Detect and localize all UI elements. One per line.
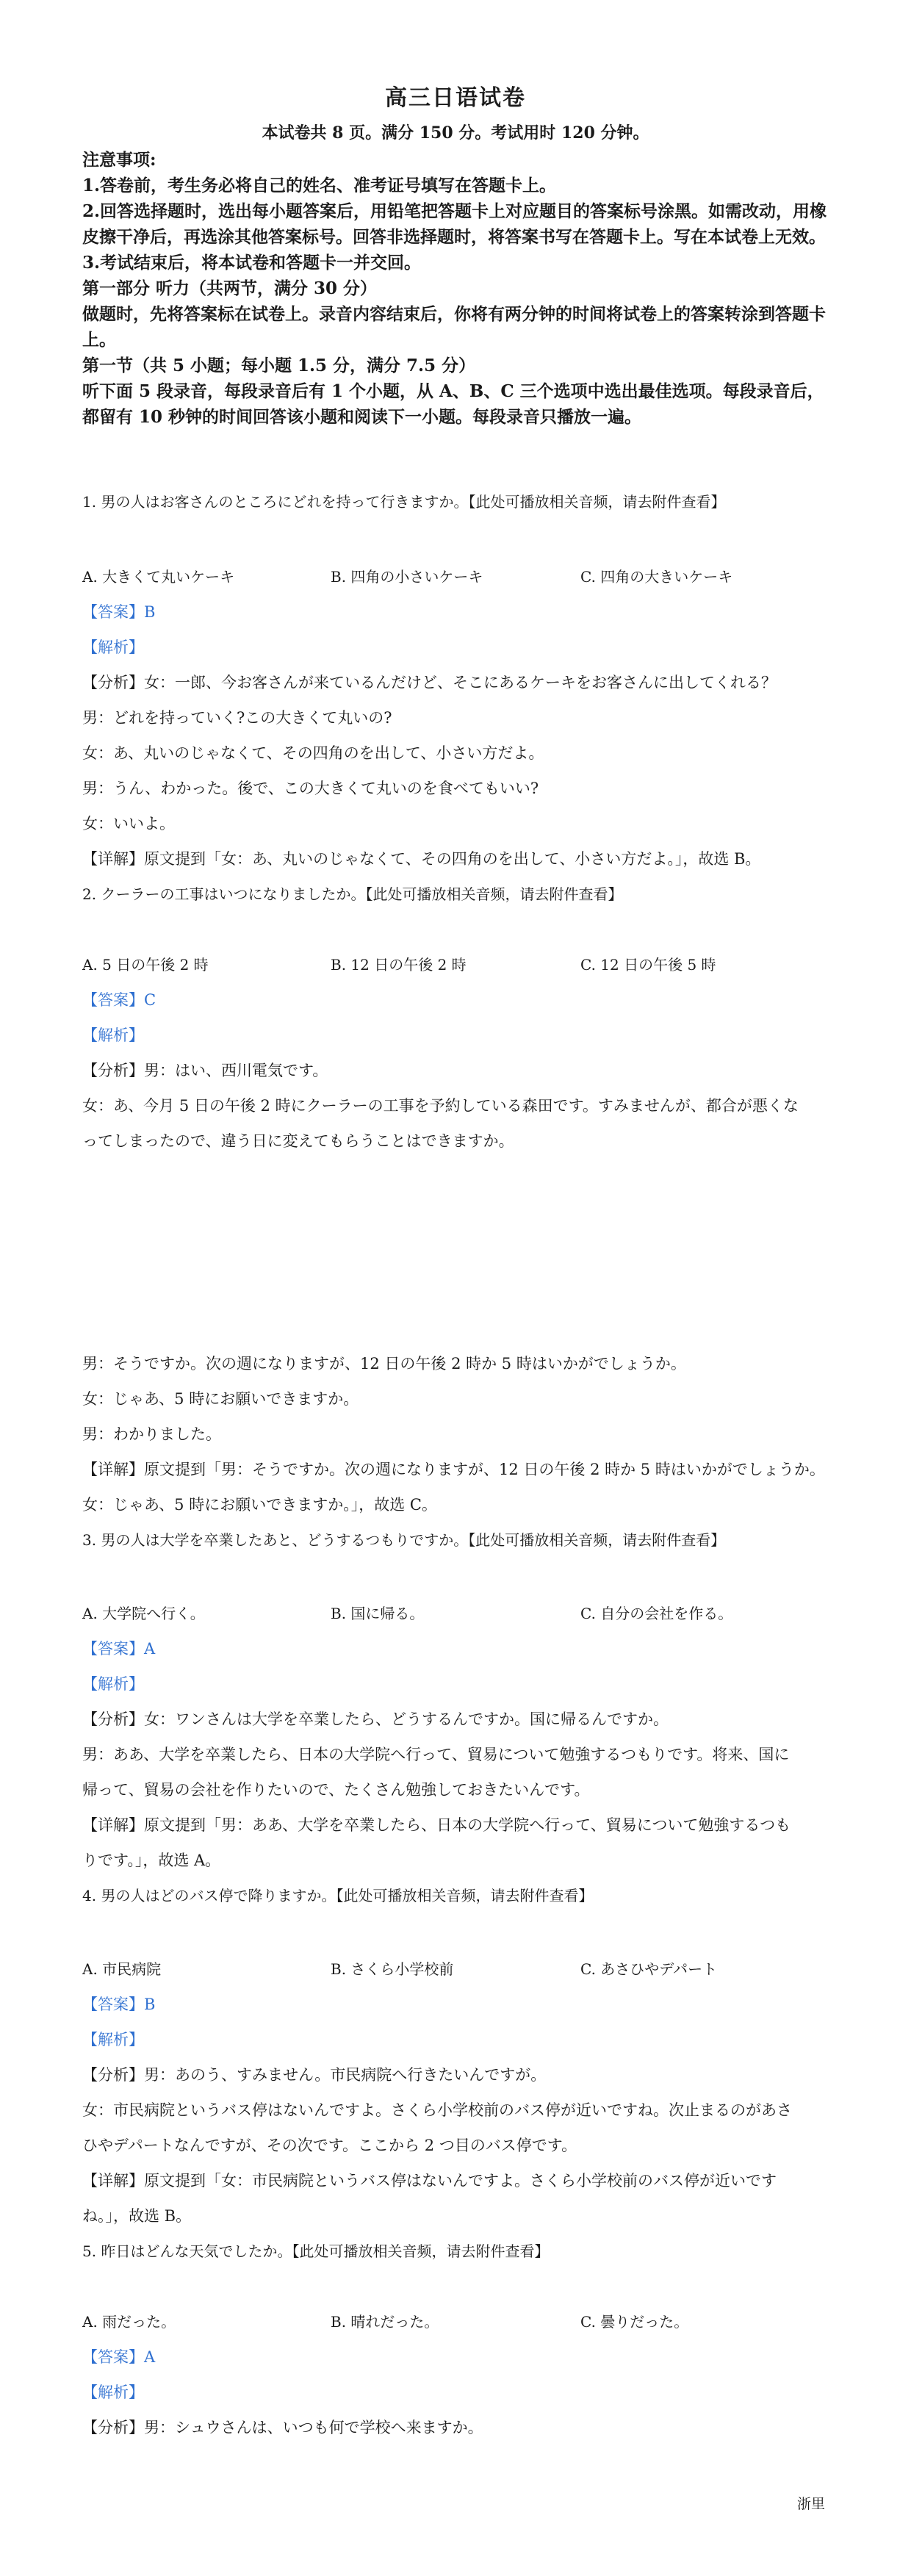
q3-line: 【分析】女：ワンさんは大学を卒業したら、どうするんですか。国に帰るんですか。 bbox=[82, 1710, 669, 1728]
q4-analysis-label: 【解析】 bbox=[82, 2031, 144, 2048]
q3-answer: 【答案】A bbox=[82, 1640, 156, 1658]
q4-line: 女：市民病院というバス停はないんですよ。さくら小学校前のバス停が近いですね。次止まるのがあさ bbox=[82, 2101, 792, 2119]
q2-option-c: C. 12 日の午後 5 時 bbox=[580, 956, 716, 974]
q2-line: 男：わかりました。 bbox=[82, 1425, 221, 1443]
page-title: 高三日语试卷 bbox=[385, 85, 526, 111]
q2-line: 【分析】男：はい、西川電気です。 bbox=[82, 1062, 328, 1079]
q1-analysis-label: 【解析】 bbox=[82, 638, 144, 656]
q5-analysis-label: 【解析】 bbox=[82, 2383, 144, 2401]
question-1: 1. 男の人はお客さんのところにどれを持って行きますか。【此处可播放相关音频，请去附件查看】 bbox=[82, 493, 726, 511]
q4-option-b: B. さくら小学校前 bbox=[331, 1960, 454, 1978]
section-instruction: 做题时，先将答案标在试卷上。录音内容结束后，你将有两分钟的时间将试卷上的答案转涂到答题卡上。 bbox=[82, 304, 826, 350]
q5-option-c: C. 曇りだった。 bbox=[580, 2313, 689, 2331]
question-3: 3. 男の人は大学を卒業したあと、どうするつもりですか。【此处可播放相关音频，请去附件查看】 bbox=[82, 1531, 726, 1549]
q3-analysis-label: 【解析】 bbox=[82, 1675, 144, 1693]
instructions bbox=[82, 147, 832, 430]
q1-option-c: C. 四角の大きいケーキ bbox=[580, 568, 733, 586]
q5-line: 【分析】男：シュウさんは、いつも何で学校へ来ますか。 bbox=[82, 2419, 483, 2436]
q4-line: ひやデパートなんですが、その次です。ここから 2 つ目のバス停です。 bbox=[82, 2137, 577, 2154]
instruction-item: 2.回答选择题时，选出每小题答案后，用铅笔把答题卡上对应题目的答案标号涂黑。如需改动，用橡皮擦干净后，再选涂其他答案标号。回答非选择题时，将答案书写在答题卡上。写在本试卷上无效。 bbox=[82, 201, 827, 247]
q1-line: 男：どれを持っていく?この大きくて丸いの? bbox=[82, 709, 392, 727]
q1-detail: 【详解】原文提到「女：あ、丸いのじゃなくて、その四角のを出して、小さい方だよ。」，故选 B。 bbox=[82, 850, 761, 868]
question-2: 2. クーラーの工事はいつになりましたか。【此处可播放相关音频，请去附件查看】 bbox=[82, 885, 623, 903]
q1-line: 男：うん、わかった。後で、この大きくて丸いのを食べてもいい? bbox=[82, 780, 539, 797]
q3-line: 帰って、貿易の会社を作りたいので、たくさん勉強しておきたいんです。 bbox=[82, 1781, 590, 1799]
q4-option-a: A. 市民病院 bbox=[82, 1960, 162, 1978]
instructions-heading: 注意事项: bbox=[82, 150, 156, 170]
q3-option-a: A. 大学院へ行く。 bbox=[82, 1605, 205, 1622]
q2-line: 女：あ、今月 5 日の午後 2 時にクーラーの工事を予約している森田です。すみませんが、都合が悪くな bbox=[82, 1097, 799, 1115]
q2-line: ってしまったので、違う日に変えてもらうことはできますか。 bbox=[82, 1132, 514, 1150]
q4-answer: 【答案】B bbox=[82, 1996, 156, 2013]
exam-info: 本试卷共 8 页。满分 150 分。考试用时 120 分钟。 bbox=[262, 123, 649, 143]
q3-option-c: C. 自分の会社を作る。 bbox=[580, 1605, 733, 1622]
q2-option-a: A. 5 日の午後 2 時 bbox=[82, 956, 209, 974]
instruction-item: 3.考试结束后，将本试卷和答题卡一并交回。 bbox=[82, 253, 422, 273]
q1-line: 女：あ、丸いのじゃなくて、その四角のを出して、小さい方だよ。 bbox=[82, 744, 544, 762]
question-5: 5. 昨日はどんな天気でしたか。【此处可播放相关音频，请去附件查看】 bbox=[82, 2242, 550, 2260]
q4-detail: ね。」，故选 B。 bbox=[82, 2207, 192, 2225]
q1-line: 女：いいよ。 bbox=[82, 815, 175, 832]
q2-line: 男：そうですか。次の週になりますが、12 日の午後 2 時か 5 時はいかがでしょうか。 bbox=[82, 1355, 686, 1372]
q1-answer: 【答案】B bbox=[82, 603, 156, 621]
q3-option-b: B. 国に帰る。 bbox=[331, 1605, 425, 1622]
q4-line: 【分析】男：あのう、すみません。市民病院へ行きたいんですが。 bbox=[82, 2066, 547, 2084]
q2-line: 女：じゃあ、5 時にお願いできますか。 bbox=[82, 1390, 359, 1408]
q3-detail: 【详解】原文提到「男：ああ、大学を卒業したら、日本の大学院へ行って、貿易について勉強するつも bbox=[82, 1816, 791, 1834]
q4-option-c: C. あさひやデパート bbox=[580, 1960, 718, 1978]
q5-answer: 【答案】A bbox=[82, 2348, 156, 2366]
q4-detail: 【详解】原文提到「女：市民病院というバス停はないんですよ。さくら小学校前のバス停が近いです bbox=[82, 2172, 777, 2190]
q2-detail: 【详解】原文提到「男：そうですか。次の週になりますが、12 日の午後 2 時か 5 時はいかがでしょうか。 bbox=[82, 1461, 825, 1478]
q3-line: 男：ああ、大学を卒業したら、日本の大学院へ行って、貿易について勉強するつもりです。将来、国に bbox=[82, 1746, 790, 1763]
q1-option-a: A. 大きくて丸いケーキ bbox=[82, 568, 235, 586]
q2-answer: 【答案】C bbox=[82, 991, 156, 1009]
q2-option-b: B. 12 日の午後 2 時 bbox=[331, 956, 467, 974]
section-heading: 第一部分 听力（共两节，满分 30 分） bbox=[82, 278, 378, 298]
q5-option-b: B. 晴れだった。 bbox=[331, 2313, 439, 2331]
subsection-instruction: 听下面 5 段录音，每段录音后有 1 个小题，从 A、B、C 三个选项中选出最佳选项。每段录音后，都留有 10 秒钟的时间回答该小题和阅读下一小题。每段录音只播放一遍。 bbox=[82, 381, 824, 427]
q2-detail: 女：じゃあ、5 時にお願いできますか。」，故选 C。 bbox=[82, 1496, 437, 1514]
page-footer: 浙里 bbox=[797, 2496, 826, 2512]
subsection-heading: 第一节（共 5 小题；每小题 1.5 分，满分 7.5 分） bbox=[82, 356, 476, 375]
instruction-item: 1.答卷前，考生务必将自己的姓名、准考证号填写在答题卡上。 bbox=[82, 176, 557, 195]
question-4: 4. 男の人はどのバス停で降りますか。【此处可播放相关音频，请去附件查看】 bbox=[82, 1887, 594, 1904]
q1-line: 【分析】女：一郎、今お客さんが来ているんだけど、そこにあるケーキをお客さんに出してくれる？ bbox=[82, 674, 777, 691]
q2-analysis-label: 【解析】 bbox=[82, 1026, 144, 1044]
q3-detail: りです。」，故选 A。 bbox=[82, 1852, 221, 1869]
q5-option-a: A. 雨だった。 bbox=[82, 2313, 176, 2331]
q1-option-b: B. 四角の小さいケーキ bbox=[331, 568, 483, 586]
